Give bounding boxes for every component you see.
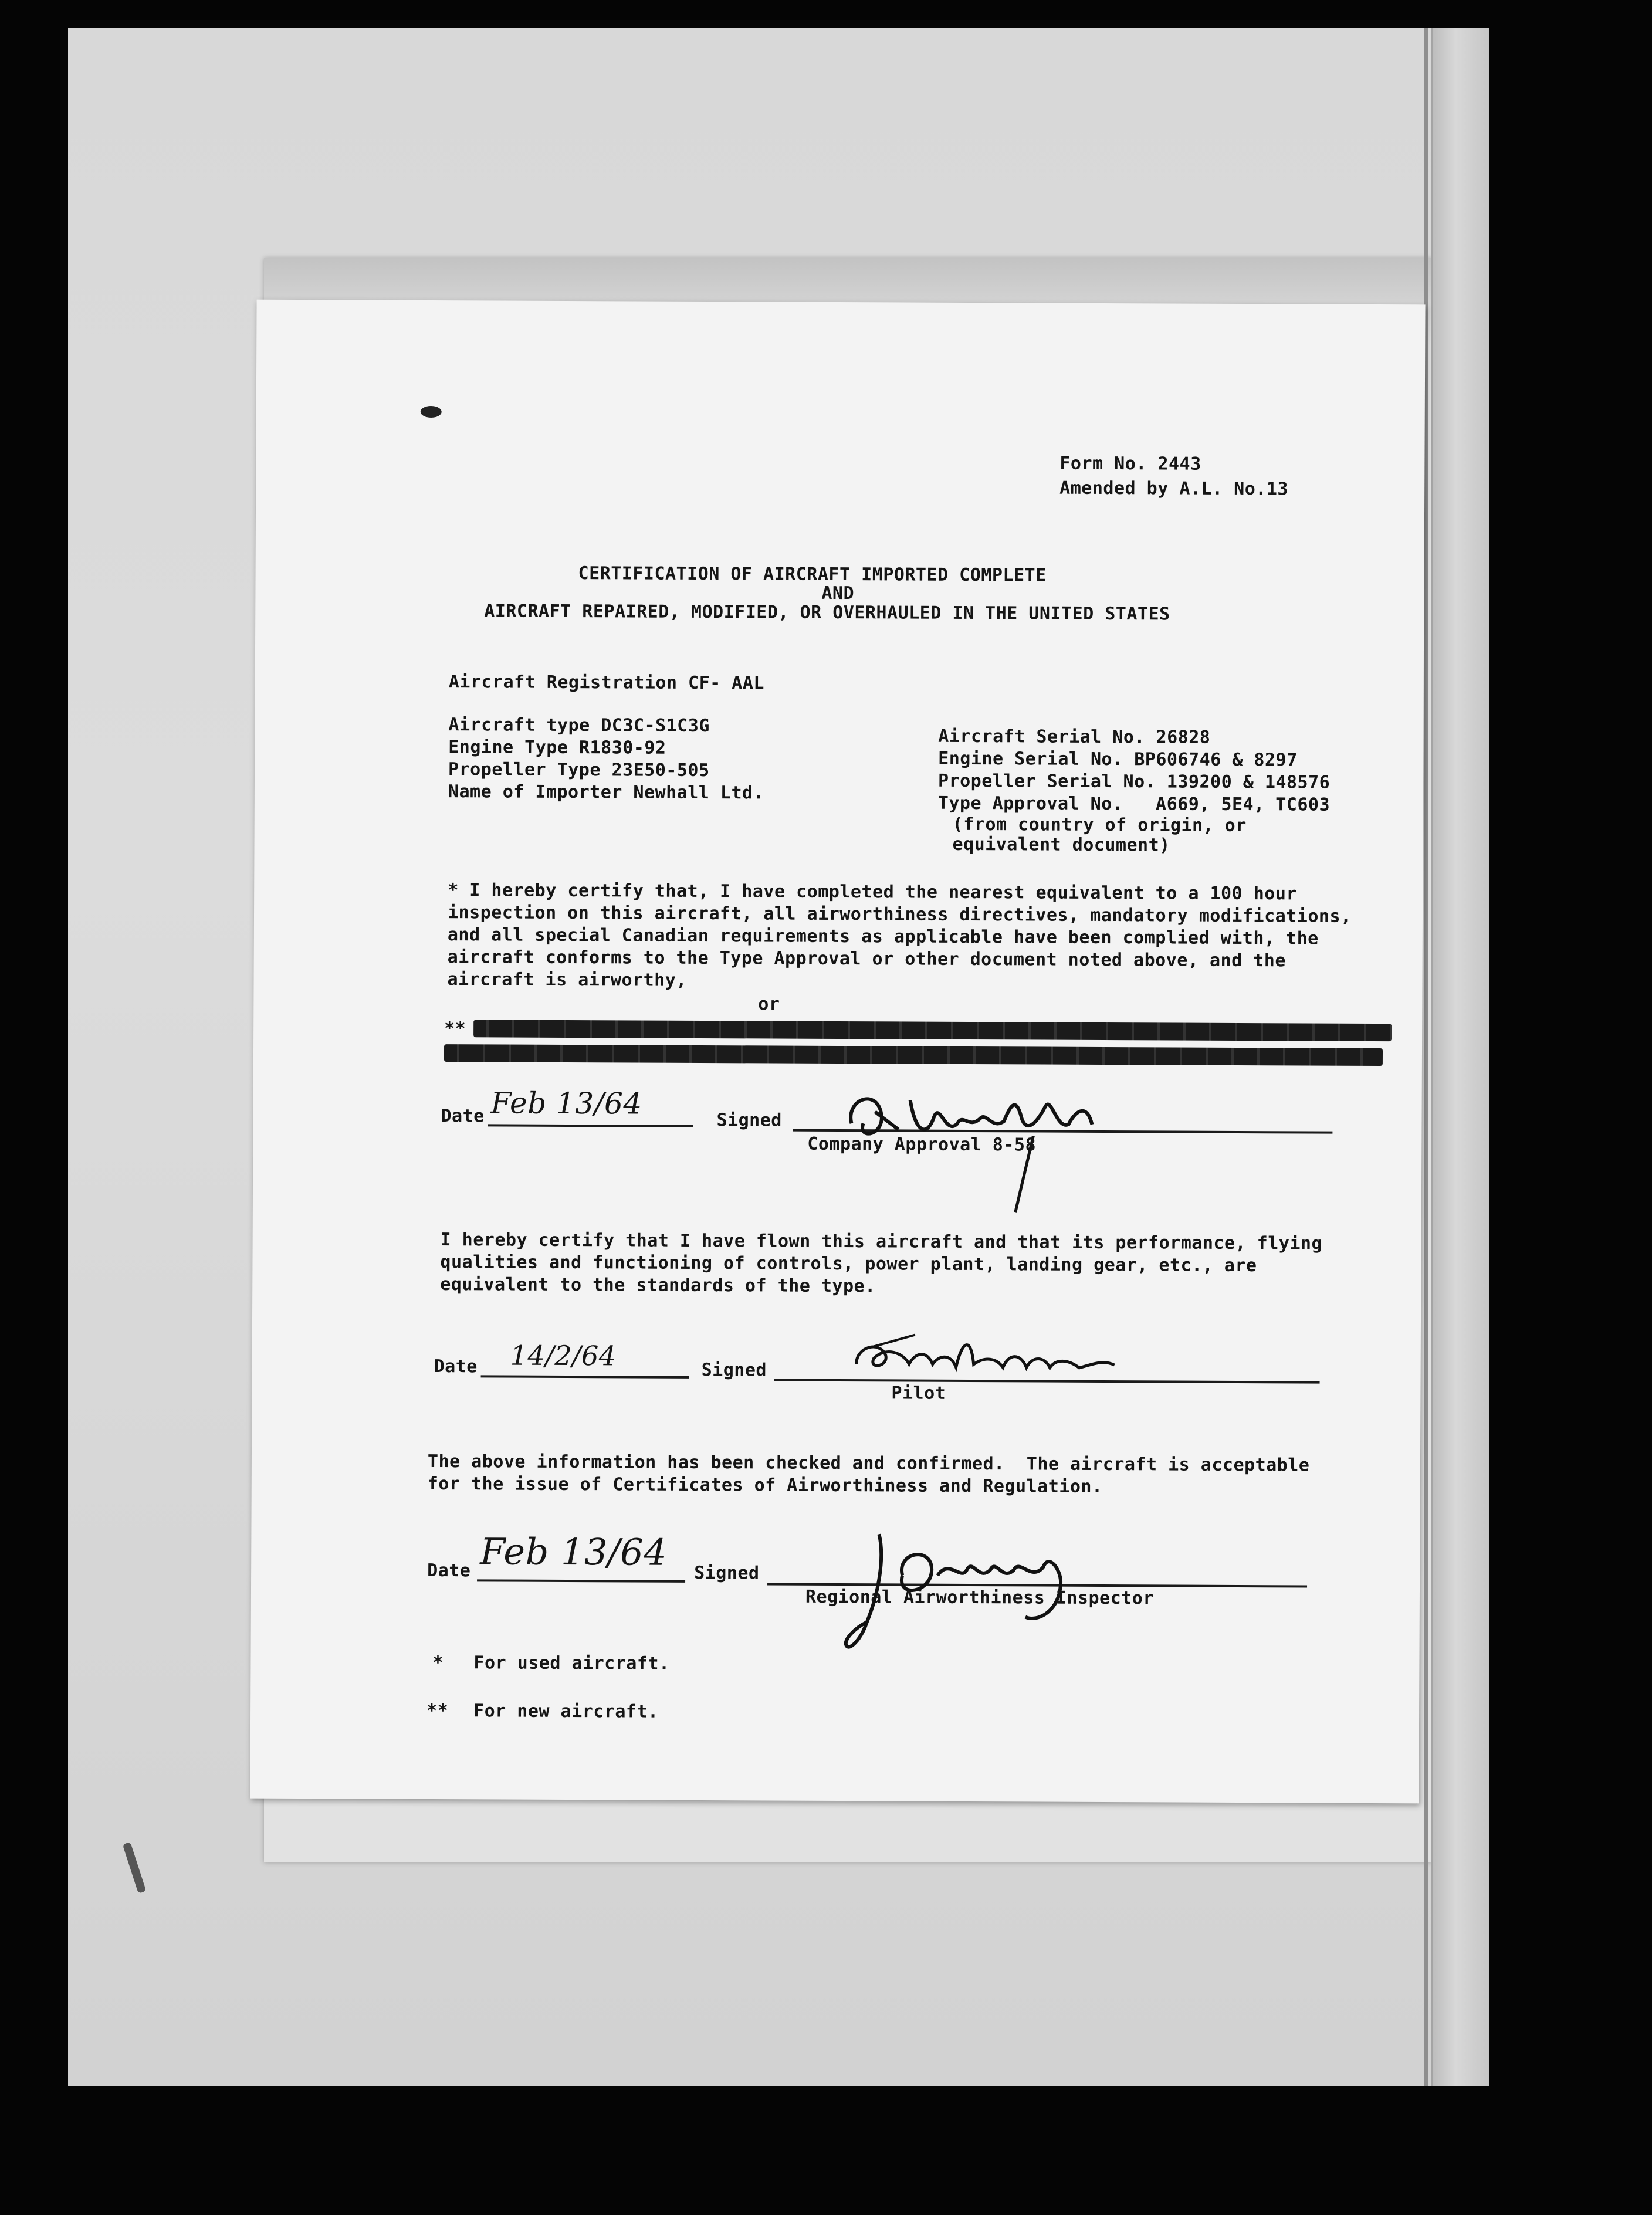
flight-cert-line-3: equivalent to the standards of the type.	[440, 1274, 876, 1297]
form-number: Form No. 2443	[1059, 453, 1201, 475]
signed-label-2: Signed	[701, 1359, 767, 1381]
cert-para-line-3: and all special Canadian requirements as applicable have been complied with, the	[447, 924, 1319, 949]
struck-out-line-2	[444, 1044, 1383, 1066]
date-label-3: Date	[427, 1560, 471, 1581]
date-label-1: Date	[441, 1106, 485, 1127]
struck-out-line-1	[473, 1020, 1392, 1041]
aircraft-serial: Aircraft Serial No. 26828	[938, 726, 1211, 748]
form-amended: Amended by A.L. No.13	[1059, 477, 1289, 500]
engine-serial: Engine Serial No. BP606746 & 8297	[938, 748, 1298, 771]
footnote-text-2: For new aircraft.	[473, 1701, 659, 1722]
ink-spot	[421, 406, 442, 418]
footnote-text-1: For used aircraft.	[473, 1652, 670, 1674]
date-line-2	[481, 1375, 689, 1379]
date-label-2: Date	[434, 1356, 478, 1377]
document-page	[250, 300, 1425, 1804]
footnote-mark-2: **	[426, 1700, 449, 1722]
engine-type: Engine Type R1830-92	[448, 737, 666, 758]
caption-regional-inspector: Regional Airworthiness Inspector	[805, 1586, 1154, 1609]
flight-cert-line-2: qualities and functioning of controls, power plant, landing gear, etc., are	[440, 1252, 1257, 1276]
importer-name: Name of Importer Newhall Ltd.	[448, 781, 764, 804]
title-line-3: AIRCRAFT REPAIRED, MODIFIED, OR OVERHAULED IN THE UNITED STATES	[484, 601, 1170, 625]
cert-para-line-1: * I hereby certify that, I have completed the nearest equivalent to a 100 hour	[448, 880, 1298, 905]
type-approval-note-2: equivalent document)	[952, 834, 1170, 856]
aircraft-registration: Aircraft Registration CF- AAL	[448, 672, 765, 694]
signature-2	[845, 1323, 1126, 1388]
cert-para-line-2: inspection on this aircraft, all airworthiness directives, mandatory modifications,	[447, 902, 1352, 927]
signed-label-3: Signed	[694, 1562, 760, 1584]
type-approval-note-1: (from country of origin, or	[952, 814, 1247, 836]
film-edge-strip	[1431, 28, 1489, 2086]
flight-cert-line-1: I hereby certify that I have flown this aircraft and that its performance, flying	[440, 1230, 1323, 1254]
cert-para-line-4: aircraft conforms to the Type Approval or other document noted above, and the	[447, 947, 1287, 971]
type-approval: Type Approval No. A669, 5E4, TC603	[937, 792, 1331, 815]
caption-company-approval: Company Approval 8-58	[807, 1133, 1037, 1156]
title-line-2: AND	[821, 582, 855, 604]
signed-label-1: Signed	[716, 1110, 782, 1131]
date-value-3: Feb 13/64	[480, 1530, 668, 1574]
date-line-3	[477, 1579, 685, 1583]
footnote-mark-1: *	[432, 1652, 444, 1674]
struck-marker: **	[444, 1018, 466, 1039]
aircraft-type: Aircraft type DC3C-S1C3G	[448, 714, 710, 737]
or-text: or	[758, 994, 780, 1015]
date-line-1	[488, 1124, 693, 1127]
date-value-2: 14/2/64	[510, 1339, 617, 1372]
propeller-type: Propeller Type 23E50-505	[448, 759, 710, 781]
confirmation-line-1: The above information has been checked and confirmed. The aircraft is acceptable	[427, 1451, 1310, 1476]
caption-pilot: Pilot	[891, 1383, 946, 1404]
cert-para-line-5: aircraft is airworthy,	[447, 969, 687, 991]
date-value-1: Feb 13/64	[490, 1086, 642, 1121]
confirmation-line-2: for the issue of Certificates of Airworthiness and Regulation.	[427, 1473, 1103, 1497]
title-line-1: CERTIFICATION OF AIRCRAFT IMPORTED COMPLETE	[578, 563, 1047, 586]
propeller-serial: Propeller Serial No. 139200 & 148576	[937, 770, 1331, 793]
